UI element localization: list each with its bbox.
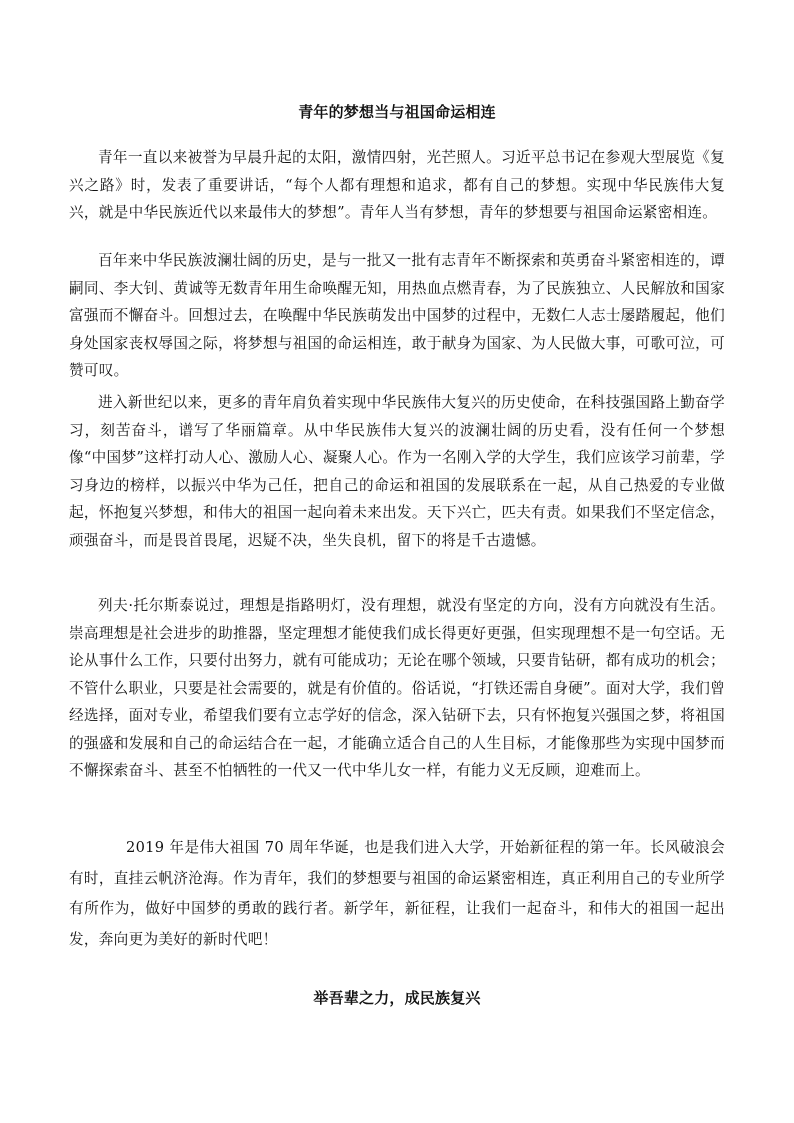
paragraph-1: 青年一直以来被誉为早晨升起的太阳，激情四射，光芒照人。习近平总书记在参观大型展览《复兴之路》时，发表了重要讲话，“每个人都有理想和追求，都有自己的梦想。实现中华民族伟大复兴，就是中华民族近代以来最伟大的梦想”。青年人当有梦想，青年的梦想要与祖国命运紧密相连。 — [69, 149, 725, 221]
second-section-title: 举吾辈之力，成民族复兴 — [313, 989, 481, 1007]
paragraph-4: 列夫·托尔斯泰说过，理想是指路明灯，没有理想，就没有坚定的方向，没有方向就没有生活。崇高理想是社会进步的助推器，坚定理想才能使我们成长得更好更强，但实现理想不是一句空话。无论从事什么工作，只要付出努力，就有可能成功；无论在哪个领域，只要肯钻研，都有成功的机会；不管什么职业，只要是社会需要的，就是有价值的。俗话说，“打铁还需自身硬”。面对大学，我们曾经选择，面对专业，希望我们要有立志学好的信念，深入钻研下去，只有怀抱复兴强国之梦，将祖国的强盛和发展和自己的命运结合在一起，才能确立适合自己的人生目标，才能像那些为实现中国梦而不懈探索奋斗、甚至不怕牺牲的一代又一代中华儿女一样，有能力义无反顾，迎难而上。 — [69, 597, 725, 779]
paragraph-3: 进入新世纪以来，更多的青年肩负着实现中华民族伟大复兴的历史使命，在科技强国路上勤奋学习，刻苦奋斗，谱写了华丽篇章。从中华民族伟大复兴的波澜壮阔的历史看，没有任何一个梦想像“中国梦”这样打动人心、激励人心、凝聚人心。作为一名刚入学的大学生，我们应该学习前辈，学习身边的榜样，以振兴中华为己任，把自己的命运和祖国的发展联系在一起，从自己热爱的专业做起，怀抱复兴梦想，和伟大的祖国一起向着未来出发。天下兴亡，匹夫有责。如果我们不坚定信念，顽强奋斗，而是畏首畏尾，迟疑不决，坐失良机，留下的将是千古遗憾。 — [69, 394, 725, 549]
document-title: 青年的梦想当与祖国命运相连 — [298, 103, 496, 121]
paragraph-5: 2019 年是伟大祖国 70 周年华诞，也是我们进入大学，开始新征程的第一年。长风破浪会有时，直挂云帆济沧海。作为青年，我们的梦想要与祖国的命运紧密相连，真正利用自己的专业所学有所作为，做好中国梦的勇敢的践行者。新学年，新征程，让我们一起奋斗，和伟大的祖国一起出发，奔向更为美好的新时代吧！ — [69, 839, 725, 948]
paragraph-2: 百年来中华民族波澜壮阔的历史，是与一批又一批有志青年不断探索和英勇奋斗紧密相连的，谭嗣同、李大钊、黄诚等无数青年用生命唤醒无知，用热血点燃青春，为了民族独立、人民解放和国家富强而不懈奋斗。回想过去，在唤醒中华民族萌发出中国梦的过程中，无数仁人志士屡踏履起，他们身处国家丧权辱国之际，将梦想与祖国的命运相连，敢于献身为国家、为人民做大事，可歌可泣，可赞可叹。 — [69, 252, 725, 379]
